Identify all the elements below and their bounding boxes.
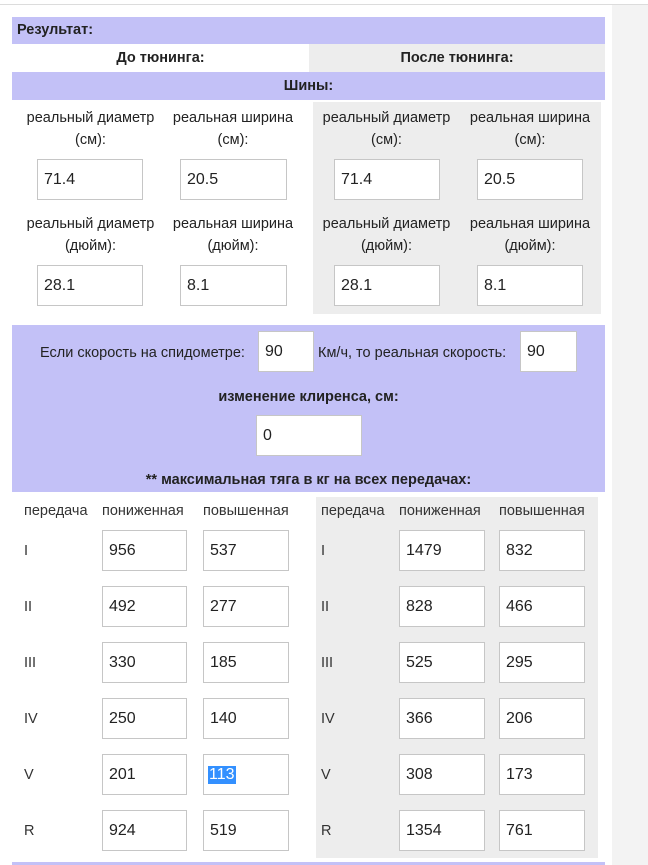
before-diameter-cm-input[interactable]: 71.4	[37, 159, 143, 200]
after-low-input[interactable]: 1479	[399, 530, 485, 571]
before-tuning-label: До тюнинга:	[116, 50, 205, 66]
after-diameter-in-input[interactable]: 28.1	[334, 265, 440, 306]
before-high-input[interactable]: 519	[203, 810, 289, 851]
after-high-input[interactable]: 173	[499, 754, 585, 795]
before-high-input-selected[interactable]	[203, 754, 289, 795]
traction-label: ** максимальная тяга в кг на всех передачах:	[145, 472, 472, 488]
before-gear-label: I	[24, 543, 29, 559]
after-width-cm-label: реальная ширина (см):	[469, 110, 591, 148]
tires-label: Шины:	[283, 78, 334, 94]
tires-header	[12, 72, 605, 100]
before-low-input[interactable]: 924	[102, 810, 187, 851]
clearance-label: изменение клиренса, см:	[218, 389, 399, 405]
before-low-input[interactable]: 201	[102, 754, 187, 795]
real-speed-input[interactable]: 90	[520, 331, 577, 372]
speedometer-input[interactable]: 90	[258, 331, 314, 372]
before-col-gear: передача	[24, 503, 88, 519]
clearance-input[interactable]: 0	[256, 415, 362, 456]
after-tuning-header	[309, 44, 605, 72]
after-diameter-cm-label: реальный диаметр (см):	[322, 110, 451, 148]
before-low-input[interactable]: 956	[102, 530, 187, 571]
before-col-high: повышенная	[203, 503, 289, 519]
after-gear-label: V	[321, 767, 331, 783]
result-header	[12, 17, 605, 44]
before-tuning-header	[12, 44, 309, 72]
result-label: Результат:	[17, 22, 94, 38]
scrollbar-gutter[interactable]	[612, 5, 648, 865]
before-gear-label: II	[24, 599, 33, 615]
after-low-input[interactable]: 308	[399, 754, 485, 795]
before-diameter-in-label: реальный диаметр (дюйм):	[26, 216, 155, 254]
after-low-input[interactable]: 525	[399, 642, 485, 683]
before-gear-label: V	[24, 767, 34, 783]
after-gear-label: R	[321, 823, 332, 839]
after-col-gear: передача	[321, 503, 385, 519]
after-col-high: повышенная	[499, 503, 585, 519]
before-width-in-label: реальная ширина (дюйм):	[172, 216, 294, 254]
after-diameter-in-label: реальный диаметр (дюйм):	[322, 216, 451, 254]
after-high-input[interactable]: 295	[499, 642, 585, 683]
speed-prefix-label: Если скорость на спидометре:	[40, 345, 245, 361]
after-high-input[interactable]: 206	[499, 698, 585, 739]
after-width-cm-input[interactable]: 20.5	[477, 159, 583, 200]
after-col-low: пониженная	[399, 503, 481, 519]
before-width-in-input[interactable]: 8.1	[180, 265, 287, 306]
after-gear-label: II	[321, 599, 330, 615]
before-high-input[interactable]: 185	[203, 642, 289, 683]
before-diameter-in-input[interactable]: 28.1	[37, 265, 143, 306]
after-width-in-input[interactable]: 8.1	[477, 265, 583, 306]
after-width-in-label: реальная ширина (дюйм):	[469, 216, 591, 254]
before-gear-label: III	[24, 655, 37, 671]
before-width-cm-label: реальная ширина (см):	[172, 110, 294, 148]
after-diameter-cm-input[interactable]: 71.4	[334, 159, 440, 200]
before-width-cm-input[interactable]: 20.5	[180, 159, 287, 200]
after-tuning-label: После тюнинга:	[400, 50, 514, 66]
before-high-input[interactable]: 537	[203, 530, 289, 571]
after-gear-label: I	[321, 543, 326, 559]
after-gear-label: III	[321, 655, 334, 671]
before-col-low: пониженная	[102, 503, 184, 519]
after-low-input[interactable]: 366	[399, 698, 485, 739]
before-diameter-cm-label: реальный диаметр (см):	[26, 110, 155, 148]
before-high-input[interactable]: 140	[203, 698, 289, 739]
before-low-input[interactable]: 330	[102, 642, 187, 683]
before-high-input[interactable]: 277	[203, 586, 289, 627]
after-high-input[interactable]: 832	[499, 530, 585, 571]
speed-middle-label: Км/ч, то реальная скорость:	[318, 345, 507, 361]
after-low-input[interactable]: 828	[399, 586, 485, 627]
before-low-input[interactable]: 492	[102, 586, 187, 627]
after-high-input[interactable]: 761	[499, 810, 585, 851]
selected-text: 113	[209, 765, 235, 783]
before-gear-label: IV	[24, 711, 38, 727]
top-divider	[0, 4, 648, 5]
after-gear-label: IV	[321, 711, 335, 727]
after-high-input[interactable]: 466	[499, 586, 585, 627]
before-low-input[interactable]: 250	[102, 698, 187, 739]
after-low-input[interactable]: 1354	[399, 810, 485, 851]
before-gear-label: R	[24, 823, 35, 839]
